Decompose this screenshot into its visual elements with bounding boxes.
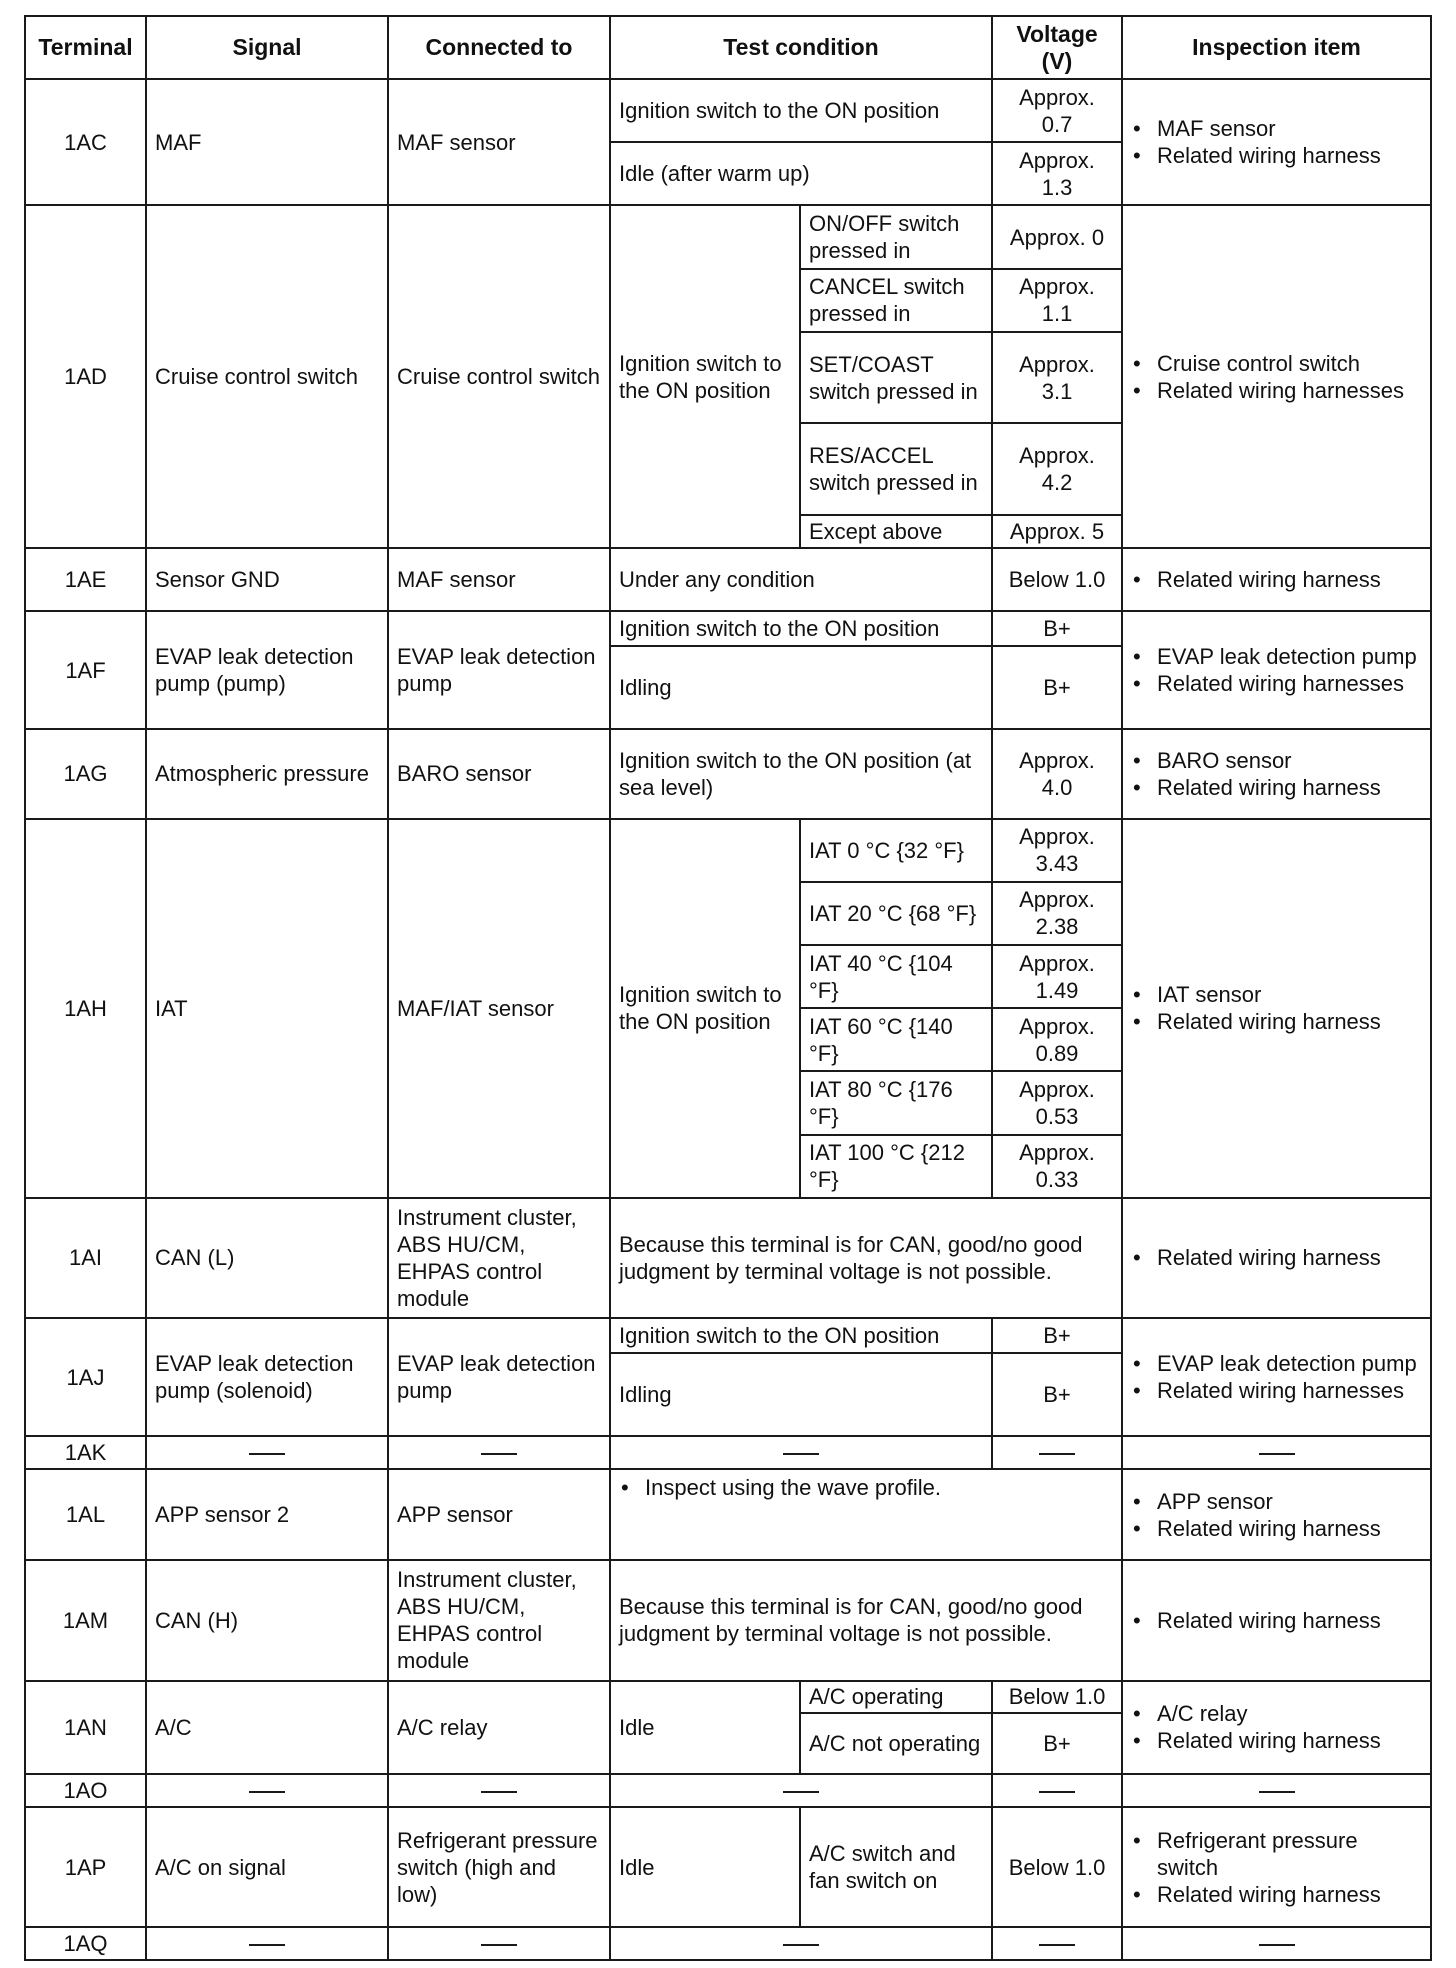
inspection-list xyxy=(1131,115,1422,169)
voltage-cell: Approx. 5 xyxy=(992,515,1122,548)
header-inspection-item: Inspection item xyxy=(1122,16,1431,79)
inspection-item: • Related wiring harness xyxy=(1157,1727,1422,1754)
inspection-item: • Related wiring harness xyxy=(1157,1244,1422,1271)
inspection-item: • Related wiring harnesses xyxy=(1157,670,1422,697)
subcondition-cell: RES/ACCEL switch pressed in xyxy=(800,423,992,515)
voltage-cell: B+ xyxy=(992,646,1122,730)
header-test-condition: Test condition xyxy=(610,16,992,79)
inspection-item: • Related wiring harness xyxy=(1157,1515,1422,1542)
condition-cell: Ignition switch to the ON position xyxy=(610,611,992,646)
condition-cell: Idling xyxy=(610,646,992,730)
voltage-cell: Approx. 0.53 xyxy=(992,1071,1122,1134)
connected-cell: MAF sensor xyxy=(388,79,610,205)
inspection-cell xyxy=(1122,1469,1431,1561)
connected-cell: EVAP leak detection pump xyxy=(388,1318,610,1436)
inspection-item: • Refrigerant pressure switch xyxy=(1157,1827,1422,1881)
voltage-cell: Approx. 2.38 xyxy=(992,882,1122,945)
table-row xyxy=(25,1436,1431,1469)
inspection-item: • BARO sensor xyxy=(1157,747,1422,774)
connected-cell: Instrument cluster, ABS HU/CM, EHPAS control module xyxy=(388,1560,610,1680)
subcondition-cell: SET/COAST switch pressed in xyxy=(800,332,992,424)
voltage-cell: Approx. 0 xyxy=(992,205,1122,268)
inspection-cell xyxy=(1122,1318,1431,1436)
connected-cell: MAF/IAT sensor xyxy=(388,819,610,1198)
condition-cell xyxy=(610,1469,1122,1561)
inspection-item: • Related wiring harness xyxy=(1157,1607,1422,1634)
header-terminal: Terminal xyxy=(25,16,146,79)
inspection-item: • EVAP leak detection pump xyxy=(1157,643,1422,670)
inspection-list xyxy=(1131,643,1422,697)
condition-cell: Ignition switch to the ON position xyxy=(610,1318,992,1353)
dash-mark xyxy=(783,1944,819,1946)
subcondition-cell: IAT 0 °C {32 °F} xyxy=(800,819,992,882)
dash-mark xyxy=(783,1453,819,1455)
connected-cell: Cruise control switch xyxy=(388,205,610,547)
inspection-item: • MAF sensor xyxy=(1157,115,1422,142)
inspection-list xyxy=(1131,1607,1422,1634)
voltage-cell: Approx. 3.1 xyxy=(992,332,1122,424)
terminal-cell: 1AI xyxy=(25,1198,146,1318)
terminal-cell: 1AH xyxy=(25,819,146,1198)
dash-mark xyxy=(783,1791,819,1793)
voltage-cell: Below 1.0 xyxy=(992,1807,1122,1927)
terminal-cell: 1AO xyxy=(25,1774,146,1807)
signal-cell: IAT xyxy=(146,819,388,1198)
inspection-cell xyxy=(1122,611,1431,729)
signal-cell: Cruise control switch xyxy=(146,205,388,547)
voltage-cell: Approx. 3.43 xyxy=(992,819,1122,882)
empty-cell xyxy=(388,1436,610,1469)
subcondition-cell: IAT 60 °C {140 °F} xyxy=(800,1008,992,1071)
empty-cell xyxy=(146,1774,388,1807)
subcondition-cell: IAT 100 °C {212 °F} xyxy=(800,1135,992,1198)
empty-cell xyxy=(388,1774,610,1807)
condition-cell: Idle xyxy=(610,1807,800,1927)
signal-cell: EVAP leak detection pump (pump) xyxy=(146,611,388,729)
signal-cell: MAF xyxy=(146,79,388,205)
condition-cell: Because this terminal is for CAN, good/no good judgment by terminal voltage is not possible. xyxy=(610,1560,1122,1680)
connected-cell: Instrument cluster, ABS HU/CM, EHPAS control module xyxy=(388,1198,610,1318)
condition-list xyxy=(619,1474,1113,1501)
inspection-cell xyxy=(1122,1198,1431,1318)
signal-cell: A/C xyxy=(146,1681,388,1775)
table-row xyxy=(25,729,1431,819)
voltage-cell: Approx. 1.3 xyxy=(992,142,1122,205)
terminal-cell: 1AN xyxy=(25,1681,146,1775)
voltage-cell: Approx. 4.0 xyxy=(992,729,1122,819)
condition-cell: Because this terminal is for CAN, good/no good judgment by terminal voltage is not possible. xyxy=(610,1198,1122,1318)
voltage-cell: B+ xyxy=(992,1318,1122,1353)
inspection-cell xyxy=(1122,205,1431,547)
empty-cell xyxy=(610,1774,992,1807)
dash-mark xyxy=(481,1791,517,1793)
table-row xyxy=(25,819,1431,882)
condition-cell: Idling xyxy=(610,1353,992,1437)
subcondition-cell: A/C operating xyxy=(800,1681,992,1714)
voltage-cell: Approx. 4.2 xyxy=(992,423,1122,515)
dash-mark xyxy=(481,1453,517,1455)
inspection-list xyxy=(1131,1244,1422,1271)
voltage-cell: B+ xyxy=(992,1353,1122,1437)
subcondition-cell: ON/OFF switch pressed in xyxy=(800,205,992,268)
inspection-item: • A/C relay xyxy=(1157,1700,1422,1727)
table-row xyxy=(25,1774,1431,1807)
signal-cell: Sensor GND xyxy=(146,548,388,611)
inspection-cell xyxy=(1122,729,1431,819)
terminal-cell: 1AM xyxy=(25,1560,146,1680)
dash-mark xyxy=(1039,1453,1075,1455)
inspection-item: • APP sensor xyxy=(1157,1488,1422,1515)
voltage-cell: Approx. 1.1 xyxy=(992,269,1122,332)
voltage-cell: Approx. 0.33 xyxy=(992,1135,1122,1198)
inspection-list xyxy=(1131,1700,1422,1754)
terminal-cell: 1AD xyxy=(25,205,146,547)
table-row xyxy=(25,205,1431,268)
empty-cell xyxy=(992,1774,1122,1807)
header-row xyxy=(25,16,1431,79)
subcondition-cell: CANCEL switch pressed in xyxy=(800,269,992,332)
inspection-item: • IAT sensor xyxy=(1157,981,1422,1008)
subcondition-cell: IAT 20 °C {68 °F} xyxy=(800,882,992,945)
inspection-list xyxy=(1131,1350,1422,1404)
dash-mark xyxy=(1259,1944,1295,1946)
terminal-cell: 1AP xyxy=(25,1807,146,1927)
terminal-cell: 1AC xyxy=(25,79,146,205)
inspection-list xyxy=(1131,747,1422,801)
header-signal: Signal xyxy=(146,16,388,79)
inspection-list xyxy=(1131,566,1422,593)
terminal-cell: 1AF xyxy=(25,611,146,729)
voltage-cell: Below 1.0 xyxy=(992,1681,1122,1714)
table-row xyxy=(25,1318,1431,1353)
header-connected-to: Connected to xyxy=(388,16,610,79)
signal-cell: Atmospheric pressure xyxy=(146,729,388,819)
table-row xyxy=(25,1927,1431,1960)
condition-cell: Ignition switch to the ON position xyxy=(610,205,800,547)
empty-cell xyxy=(1122,1927,1431,1960)
dash-mark xyxy=(1259,1791,1295,1793)
inspection-cell xyxy=(1122,1807,1431,1927)
terminal-cell: 1AG xyxy=(25,729,146,819)
signal-cell: A/C on signal xyxy=(146,1807,388,1927)
voltage-cell: Approx. 1.49 xyxy=(992,945,1122,1008)
empty-cell xyxy=(610,1927,992,1960)
voltage-cell: Approx. 0.7 xyxy=(992,79,1122,142)
voltage-cell: B+ xyxy=(992,1713,1122,1774)
subcondition-cell: IAT 40 °C {104 °F} xyxy=(800,945,992,1008)
inspection-item: • Related wiring harness xyxy=(1157,1008,1422,1035)
subcondition-cell: A/C switch and fan switch on xyxy=(800,1807,992,1927)
connected-cell: A/C relay xyxy=(388,1681,610,1775)
dash-mark xyxy=(1039,1791,1075,1793)
inspection-cell xyxy=(1122,79,1431,205)
signal-cell: CAN (L) xyxy=(146,1198,388,1318)
dash-mark xyxy=(249,1453,285,1455)
inspection-item: • Related wiring harnesses xyxy=(1157,377,1422,404)
connected-cell: MAF sensor xyxy=(388,548,610,611)
connected-cell: Refrigerant pressure switch (high and low) xyxy=(388,1807,610,1927)
table-row xyxy=(25,548,1431,611)
subcondition-cell: Except above xyxy=(800,515,992,548)
inspection-list xyxy=(1131,981,1422,1035)
inspection-list xyxy=(1131,1488,1422,1542)
empty-cell xyxy=(992,1927,1122,1960)
inspection-cell xyxy=(1122,548,1431,611)
empty-cell xyxy=(1122,1436,1431,1469)
inspection-list xyxy=(1131,1827,1422,1908)
inspection-cell xyxy=(1122,1560,1431,1680)
signal-cell: EVAP leak detection pump (solenoid) xyxy=(146,1318,388,1436)
voltage-cell: Approx. 0.89 xyxy=(992,1008,1122,1071)
condition-cell: Under any condition xyxy=(610,548,992,611)
condition-cell: Ignition switch to the ON position xyxy=(610,819,800,1198)
inspection-item: • Related wiring harness xyxy=(1157,142,1422,169)
signal-cell: APP sensor 2 xyxy=(146,1469,388,1561)
empty-cell xyxy=(992,1436,1122,1469)
inspection-item: • EVAP leak detection pump xyxy=(1157,1350,1422,1377)
dash-mark xyxy=(481,1944,517,1946)
condition-cell: Idle xyxy=(610,1681,800,1775)
terminal-cell: 1AJ xyxy=(25,1318,146,1436)
inspection-list xyxy=(1131,350,1422,404)
connected-cell: EVAP leak detection pump xyxy=(388,611,610,729)
inspection-item: • Related wiring harnesses xyxy=(1157,1377,1422,1404)
connected-cell: BARO sensor xyxy=(388,729,610,819)
empty-cell xyxy=(388,1927,610,1960)
table-row xyxy=(25,1198,1431,1318)
condition-cell: Ignition switch to the ON position (at sea level) xyxy=(610,729,992,819)
terminal-cell: 1AE xyxy=(25,548,146,611)
table-row xyxy=(25,1807,1431,1927)
condition-item: • Inspect using the wave profile. xyxy=(645,1474,1113,1501)
signal-cell: CAN (H) xyxy=(146,1560,388,1680)
inspection-cell xyxy=(1122,1681,1431,1775)
header-voltage: Voltage (V) xyxy=(992,16,1122,79)
terminal-cell: 1AL xyxy=(25,1469,146,1561)
inspection-cell xyxy=(1122,819,1431,1198)
inspection-item: • Cruise control switch xyxy=(1157,350,1422,377)
subcondition-cell: A/C not operating xyxy=(800,1713,992,1774)
table-row xyxy=(25,1469,1431,1561)
terminal-cell: 1AK xyxy=(25,1436,146,1469)
table-row xyxy=(25,1681,1431,1714)
inspection-item: • Related wiring harness xyxy=(1157,1881,1422,1908)
dash-mark xyxy=(1039,1944,1075,1946)
dash-mark xyxy=(249,1944,285,1946)
terminal-voltage-table xyxy=(24,15,1432,1961)
empty-cell xyxy=(146,1436,388,1469)
connected-cell: APP sensor xyxy=(388,1469,610,1561)
table-row xyxy=(25,79,1431,142)
voltage-cell: Below 1.0 xyxy=(992,548,1122,611)
subcondition-cell: IAT 80 °C {176 °F} xyxy=(800,1071,992,1134)
empty-cell xyxy=(146,1927,388,1960)
empty-cell xyxy=(1122,1774,1431,1807)
voltage-cell: B+ xyxy=(992,611,1122,646)
dash-mark xyxy=(1259,1453,1295,1455)
terminal-cell: 1AQ xyxy=(25,1927,146,1960)
condition-cell: Ignition switch to the ON position xyxy=(610,79,992,142)
inspection-item: • Related wiring harness xyxy=(1157,774,1422,801)
empty-cell xyxy=(610,1436,992,1469)
dash-mark xyxy=(249,1791,285,1793)
table-row xyxy=(25,1560,1431,1680)
inspection-item: • Related wiring harness xyxy=(1157,566,1422,593)
table-row xyxy=(25,611,1431,646)
condition-cell: Idle (after warm up) xyxy=(610,142,992,205)
